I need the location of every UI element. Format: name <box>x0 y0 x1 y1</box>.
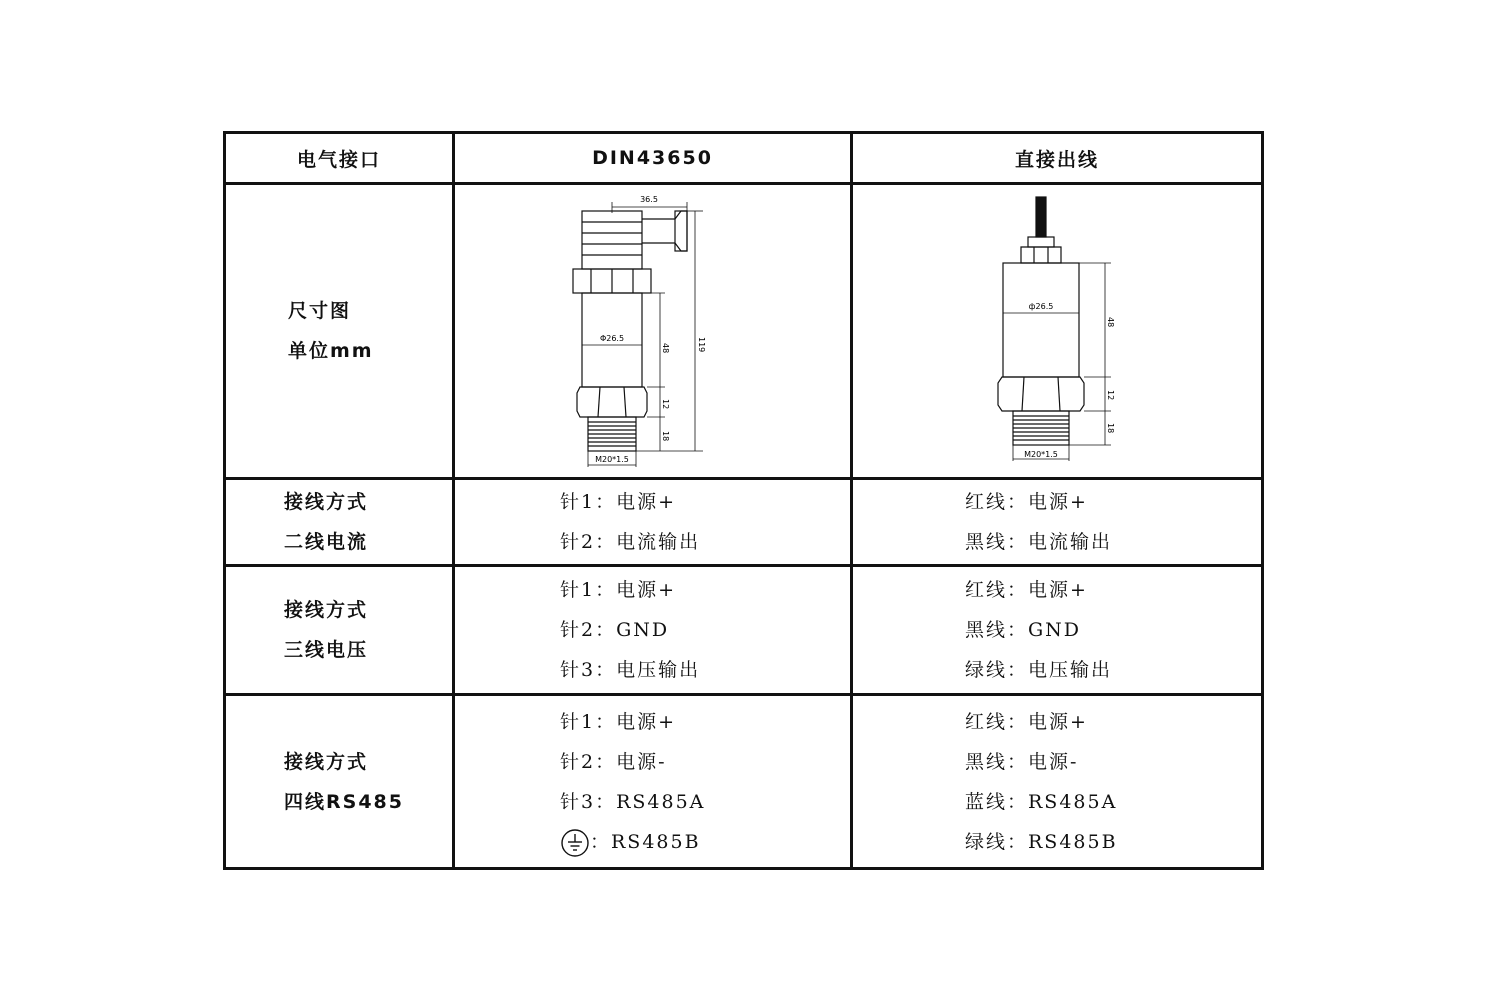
wiring-row-three-wire <box>225 566 1263 695</box>
direct-cable-dimension-drawing <box>853 185 1264 477</box>
din-hex-label: 12 <box>661 399 670 410</box>
din-body-label: 48 <box>661 343 670 354</box>
din-thread-len-label: 18 <box>661 431 670 442</box>
cable-drawing-cell <box>852 184 1263 479</box>
three-wire-din-cell <box>454 566 852 695</box>
wiring-method-label: 接线方式 <box>284 599 369 621</box>
din-overall-label: 119 <box>697 337 706 353</box>
cable-diameter-label: ф26.5 <box>1028 302 1054 311</box>
three-wire-cable-cell <box>852 566 1263 695</box>
cable-red: 红线：电源+ <box>965 710 1088 733</box>
dimension-label: 尺寸图 <box>288 300 352 322</box>
din-pin3: 针3：电压输出 <box>560 659 701 681</box>
wiring-method-label: 接线方式 <box>284 750 369 773</box>
three-wire-label-cell <box>225 566 454 695</box>
two-wire-label-cell <box>225 479 454 566</box>
din-pin1: 针1：电源+ <box>560 710 677 733</box>
dimension-row <box>225 184 1263 479</box>
two-wire-cable-cell <box>852 479 1263 566</box>
dimension-label-cell <box>225 184 454 479</box>
din-width-label: 36.5 <box>640 195 658 204</box>
four-wire-din-cell <box>454 695 852 869</box>
din-thread-label: M20*1.5 <box>595 455 629 464</box>
din-pin2: 针2：GND <box>560 619 670 641</box>
cable-thread-label: M20*1.5 <box>1024 450 1058 459</box>
din-pin1: 针1：电源+ <box>560 491 677 513</box>
din-drawing-cell <box>454 184 852 479</box>
cable-black: 黑线：电流输出 <box>965 531 1113 553</box>
ground-icon <box>560 828 590 858</box>
cable-thread-len-label: 18 <box>1106 423 1115 434</box>
cable-black: 黑线：GND <box>965 619 1082 641</box>
cable-green: 绿线：RS485B <box>965 830 1118 853</box>
din-pin1: 针1：电源+ <box>560 579 677 601</box>
din-pin3: 针3：RS485A <box>560 790 706 813</box>
din-ground-text: ：RS485B <box>590 830 701 853</box>
din43650-dimension-drawing <box>455 185 853 477</box>
din-pin2: 针2：电源- <box>560 750 667 773</box>
wiring-row-two-wire <box>225 479 1263 566</box>
wiring-row-four-wire <box>225 695 1263 869</box>
cable-green: 绿线：电压输出 <box>965 659 1113 681</box>
header-row <box>225 133 1263 184</box>
three-wire-voltage-label: 三线电压 <box>284 639 369 661</box>
wiring-method-label: 接线方式 <box>284 491 369 513</box>
cable-blue: 蓝线：RS485A <box>965 790 1118 813</box>
four-wire-rs485-label: 四线RS485 <box>284 790 404 813</box>
cable-red: 红线：电源+ <box>965 579 1088 601</box>
four-wire-cable-cell <box>852 695 1263 869</box>
cable-black: 黑线：电源- <box>965 750 1079 773</box>
cable-red: 红线：电源+ <box>965 491 1088 513</box>
din-diameter-label: Φ26.5 <box>599 334 625 343</box>
interface-spec-table <box>223 131 1264 870</box>
two-wire-din-cell <box>454 479 852 566</box>
header-direct-cable: 直接出线 <box>852 133 1263 184</box>
din-pin2: 针2：电流输出 <box>560 531 701 553</box>
cable-body-label: 48 <box>1106 317 1115 328</box>
four-wire-label-cell <box>225 695 454 869</box>
unit-label: 单位mm <box>288 340 374 362</box>
two-wire-current-label: 二线电流 <box>284 531 369 553</box>
header-din43650: DIN43650 <box>454 133 852 184</box>
cable-hex-label: 12 <box>1106 390 1115 401</box>
din-ground-row <box>560 822 850 862</box>
header-electrical-interface: 电气接口 <box>225 133 454 184</box>
